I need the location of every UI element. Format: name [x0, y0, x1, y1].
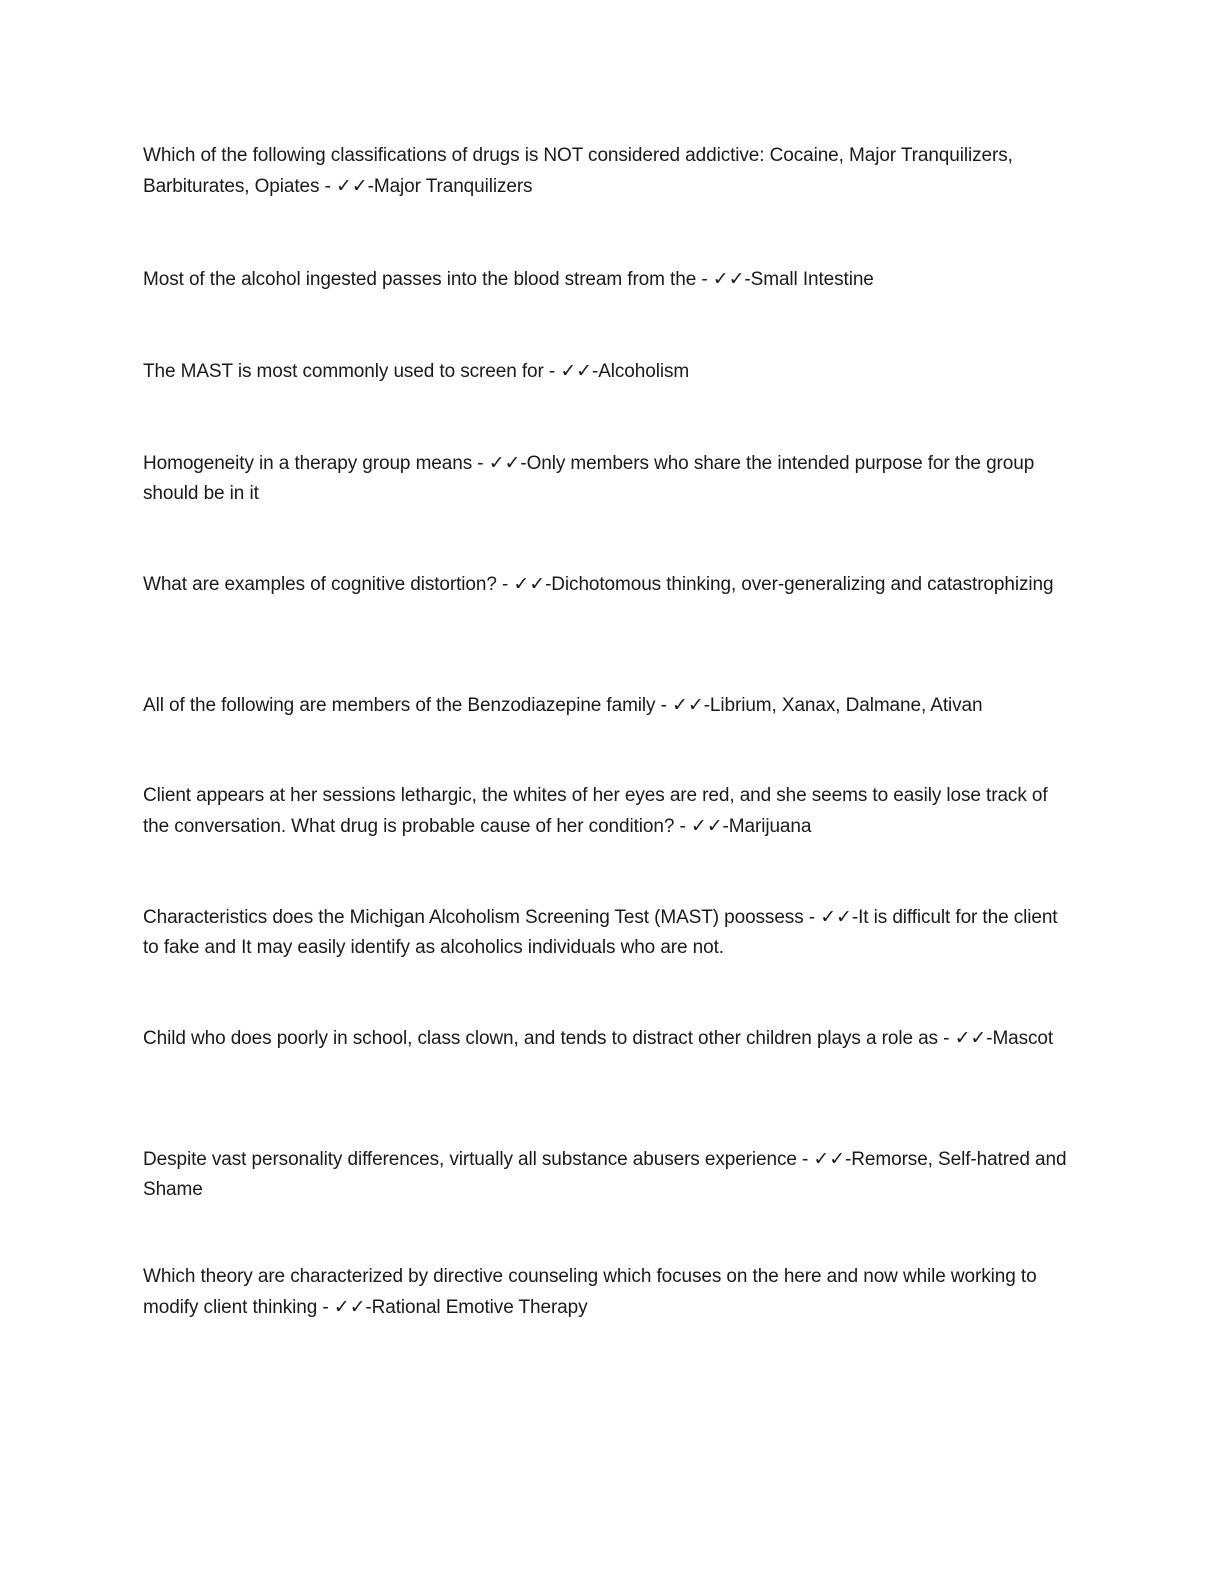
question-text: The MAST is most commonly used to screen for	[143, 361, 544, 382]
checkmark-icon: ✓✓	[333, 1296, 366, 1318]
question-text: Most of the alcohol ingested passes into the blood stream from the	[143, 269, 697, 290]
qa-item: Client appears at her sessions lethargic, the whites of her eyes are red, and she seems to easily lose track of the conversation. What drug is probable cause of her condition? - ✓✓-Marijuana	[143, 785, 1048, 837]
answer-text: Rational Emotive Therapy	[371, 1297, 588, 1318]
answer-text: Mascot	[992, 1028, 1054, 1049]
qa-item: Which of the following classifications of drugs is NOT considered addictive: Cocaine, Major Tranquilizers, Barbiturates, Opiates - ✓✓-Major Tranquilizers	[143, 145, 1013, 197]
question-text: Characteristics does the Michigan Alcoholism Screening Test (MAST) poossess	[143, 907, 804, 928]
qa-item: Despite vast personality differences, virtually all substance abusers experience - ✓✓-Remorse, Self-hatred and Shame	[143, 1148, 1067, 1200]
checkmark-icon: ✓✓	[560, 360, 592, 382]
question-text: Which theory are characterized by directive counseling which focuses on the here and now while working to modify client thinking	[143, 1266, 1037, 1318]
checkmark-icon: ✓✓	[672, 694, 704, 716]
checkmark-icon: ✓✓	[335, 175, 368, 197]
answer-text: Major Tranquilizers	[373, 176, 533, 197]
checkmark-icon: ✓✓	[954, 1027, 987, 1049]
question-text: Which of the following classifications of drugs is NOT considered addictive: Cocaine, Major Tranquilizers, Barbiturates, Opiates	[143, 145, 1013, 197]
question-text: Child who does poorly in school, class clown, and tends to distract other children plays a role as	[143, 1028, 938, 1049]
answer-text: Alcoholism	[598, 361, 690, 382]
answer-text: Only members who share the intended purpose for the group should be in it	[143, 453, 1035, 504]
checkmark-icon: ✓✓	[690, 815, 723, 837]
question-text: All of the following are members of the Benzodiazepine family	[143, 695, 656, 716]
answer-text: Librium, Xanax, Dalmane, Ativan	[709, 695, 983, 716]
qa-item: Most of the alcohol ingested passes into the blood stream from the - ✓✓-Small Intestine	[143, 268, 874, 290]
qa-item: Which theory are characterized by directive counseling which focuses on the here and now while working to modify client thinking - ✓✓-Rational Emotive Therapy	[143, 1266, 1037, 1318]
question-text: Homogeneity in a therapy group means	[143, 453, 473, 474]
qa-item: The MAST is most commonly used to screen for - ✓✓-Alcoholism	[143, 360, 690, 382]
question-text: What are examples of cognitive distortion?	[143, 574, 497, 595]
qa-item: Child who does poorly in school, class clown, and tends to distract other children plays a role as - ✓✓-Mascot	[143, 1027, 1054, 1049]
question-text: Client appears at her sessions lethargic, the whites of her eyes are red, and she seems to easily lose track of the conversation. What drug is probable cause of her condition?	[143, 785, 1048, 837]
checkmark-icon: ✓✓	[820, 906, 852, 928]
answer-text: Remorse, Self-hatred and Shame	[143, 1149, 1067, 1200]
checkmark-icon: ✓✓	[488, 452, 521, 474]
qa-item: All of the following are members of the Benzodiazepine family - ✓✓-Librium, Xanax, Dalmane, Ativan	[143, 694, 983, 716]
checkmark-icon: ✓✓	[813, 1148, 846, 1170]
answer-text: It is difficult for the client to fake and It may easily identify as alcoholics individuals who are not.	[143, 907, 1058, 958]
answer-text: Marijuana	[728, 816, 812, 837]
checkmark-icon: ✓✓	[513, 573, 546, 595]
answer-text: Small Intestine	[750, 269, 874, 290]
qa-item: Homogeneity in a therapy group means - ✓✓-Only members who share the intended purpose for the group should be in it	[143, 452, 1035, 504]
qa-item: Characteristics does the Michigan Alcoholism Screening Test (MAST) poossess - ✓✓-It is difficult for the client to fake and It may easily identify as alcoholics individuals who are not.	[143, 906, 1058, 958]
question-text: Despite vast personality differences, virtually all substance abusers experience	[143, 1149, 797, 1170]
qa-item: What are examples of cognitive distortion? - ✓✓-Dichotomous thinking, over-generalizing and catastrophizing	[143, 573, 1054, 595]
answer-text: Dichotomous thinking, over-generalizing and catastrophizing	[551, 574, 1054, 595]
checkmark-icon: ✓✓	[712, 268, 745, 290]
